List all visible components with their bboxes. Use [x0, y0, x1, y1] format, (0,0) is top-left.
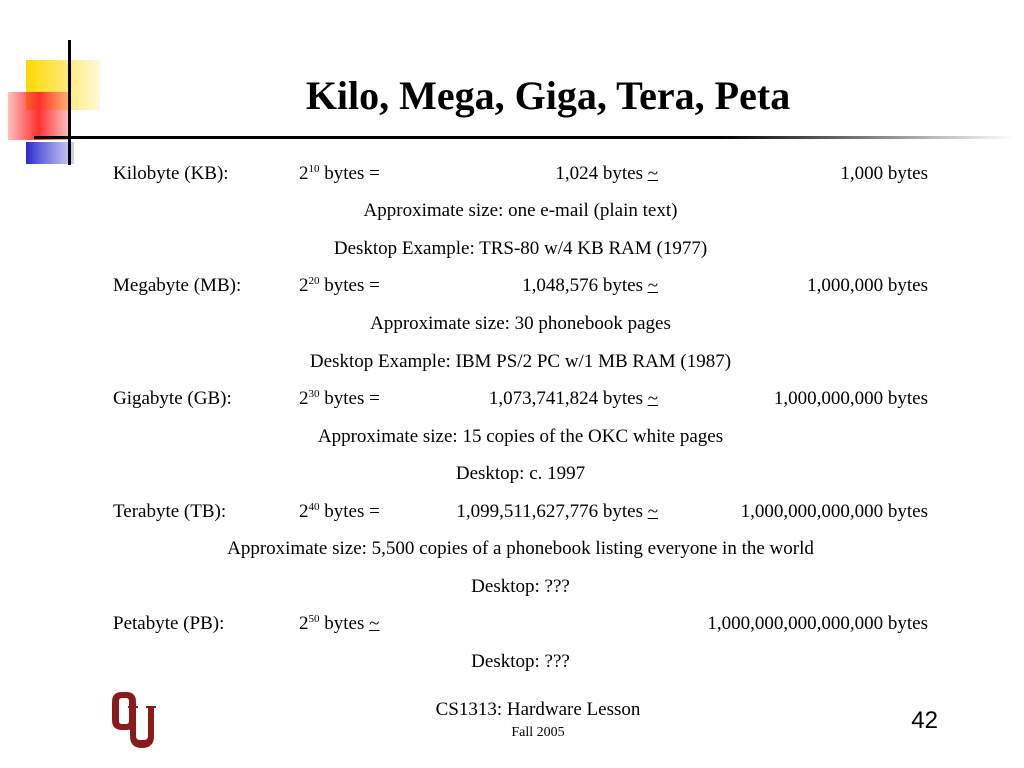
ou-logo-icon — [108, 688, 158, 750]
row-kilobyte — [113, 155, 928, 193]
row-terabyte — [113, 493, 928, 531]
approx-bytes: 1,000,000 bytes — [807, 275, 928, 297]
unit-name: Petabyte (PB): — [113, 613, 225, 635]
approx-bytes: 1,000,000,000,000 bytes — [740, 500, 928, 522]
unit-name: Kilobyte (KB): — [113, 162, 229, 184]
title-underline — [34, 136, 1014, 139]
power-expression: $2^{20}$ bytes = — [299, 275, 380, 297]
exact-bytes: 1,048,576 bytes ~ — [522, 275, 658, 297]
exact-bytes: 1,024 bytes ~ — [555, 162, 658, 184]
row-approx-size: Approximate size: 5,500 copies of a phonebook listing everyone in the world — [227, 538, 814, 560]
blue-square — [26, 142, 74, 164]
row-petabyte — [113, 606, 928, 644]
row-desktop-example: Desktop Example: TRS-80 w/4 KB RAM (1977) — [333, 237, 708, 259]
unit-name: Terabyte (TB): — [113, 500, 227, 522]
row-approx-size: Approximate size: 30 phonebook pages — [370, 312, 671, 334]
content-list — [113, 155, 928, 681]
approx-bytes: 1,000 bytes — [840, 162, 928, 184]
row-desktop-example: Desktop Example: IBM PS/2 PC w/1 MB RAM (1987) — [309, 350, 732, 372]
power-expression: $2^{10}$ bytes = — [299, 162, 380, 184]
row-desktop-example: Desktop: ??? — [471, 650, 570, 672]
unit-name: Megabyte (MB): — [113, 275, 242, 297]
red-square — [8, 92, 70, 140]
unit-name: Gigabyte (GB): — [113, 388, 232, 410]
approx-bytes: 1,000,000,000,000,000 bytes — [707, 613, 928, 635]
course-term: Fall 2005 — [511, 725, 565, 740]
row-desktop-example: Desktop: c. 1997 — [455, 463, 586, 485]
power-expression: $2^{50}$ bytes ~ — [299, 613, 380, 635]
course-name: CS1313: Hardware Lesson — [435, 699, 641, 720]
slide-title: Kilo, Mega, Giga, Tera, Peta — [305, 73, 791, 118]
footer — [300, 697, 776, 743]
row-gigabyte — [113, 380, 928, 418]
approx-bytes: 1,000,000,000 bytes — [773, 388, 928, 410]
row-approx-size: Approximate size: one e-mail (plain text) — [363, 200, 678, 222]
vertical-rule — [68, 40, 71, 165]
power-expression: $2^{40}$ bytes = — [299, 500, 380, 522]
row-approx-size: Approximate size: 15 copies of the OKC white pages — [317, 425, 724, 447]
power-expression: $2^{30}$ bytes = — [299, 388, 380, 410]
exact-bytes: 1,073,741,824 bytes ~ — [488, 388, 658, 410]
row-megabyte — [113, 268, 928, 306]
page-number: 42 — [911, 707, 938, 734]
row-desktop-example: Desktop: ??? — [471, 575, 570, 597]
exact-bytes: 1,099,511,627,776 bytes ~ — [456, 500, 658, 522]
